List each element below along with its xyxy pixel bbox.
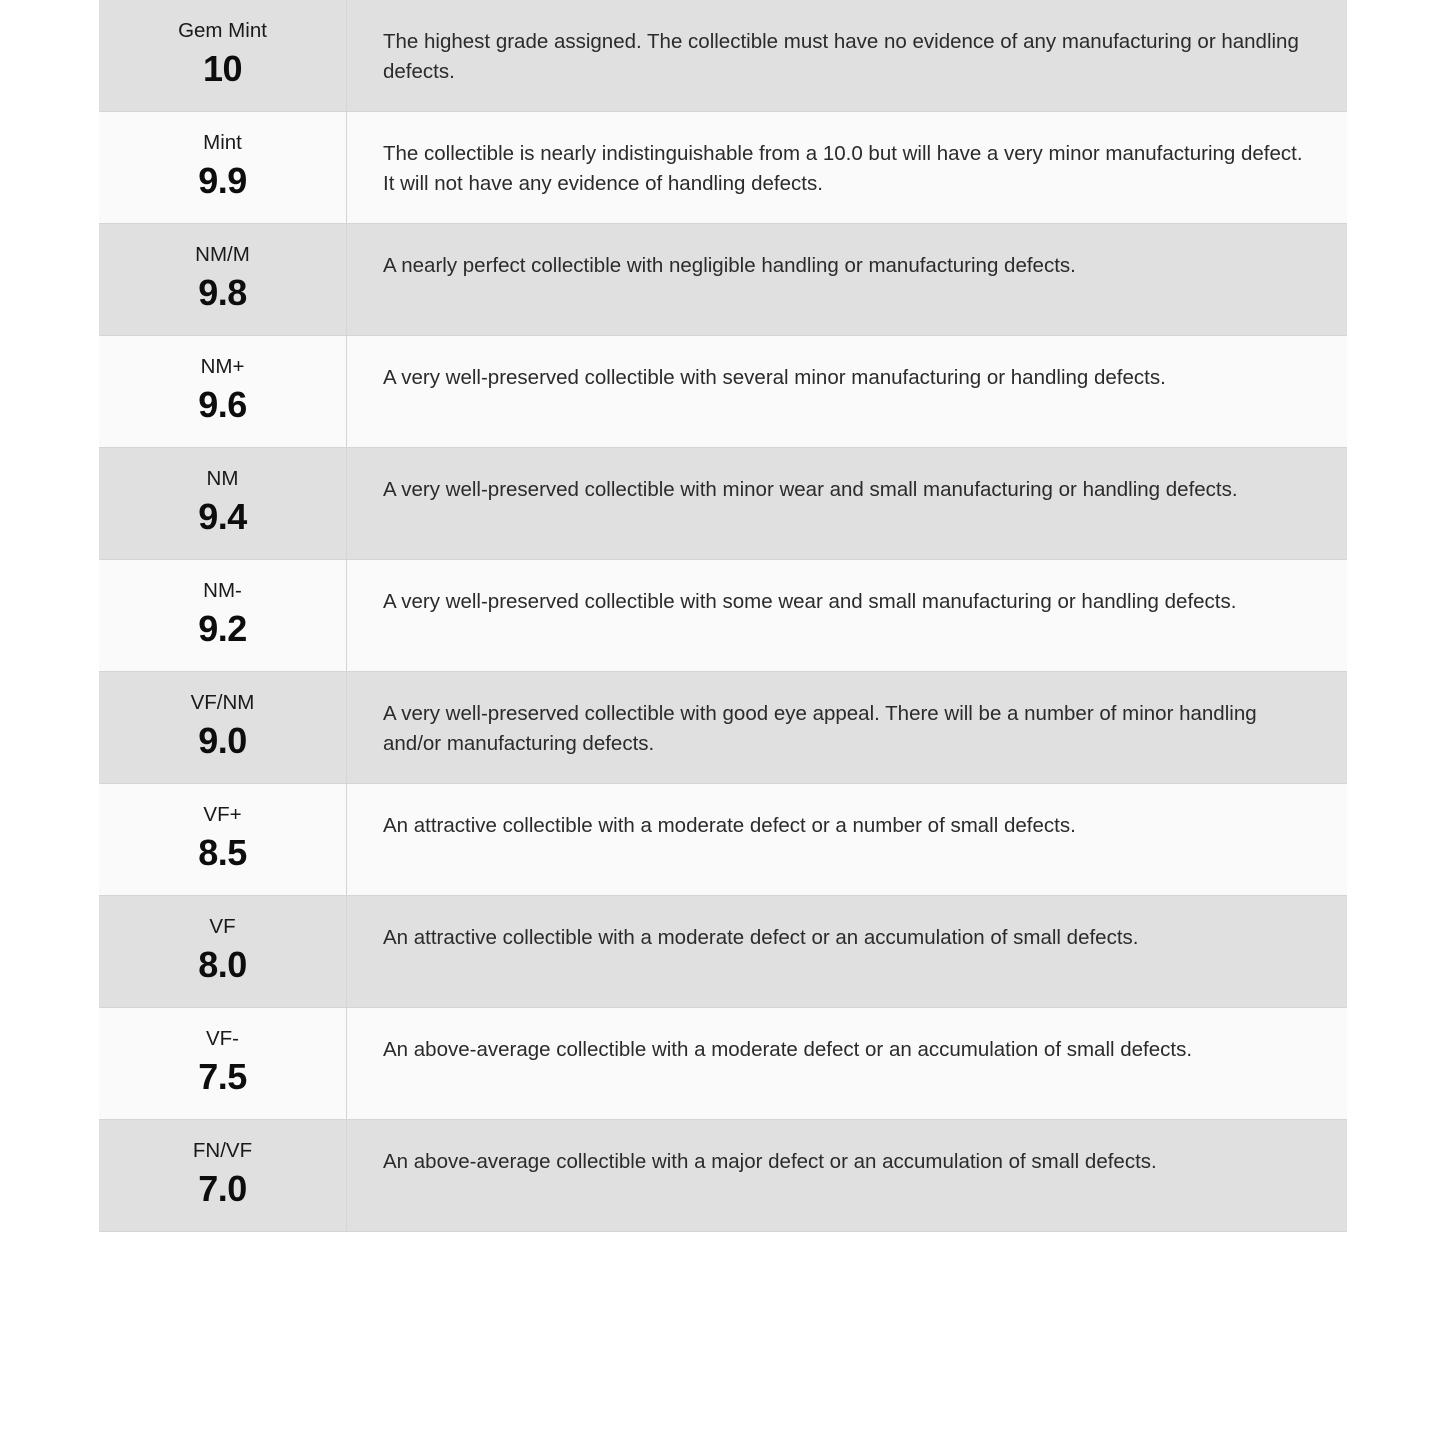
grade-label: FN/VF	[192, 1139, 253, 1163]
description-cell	[347, 672, 1348, 784]
grade-value: 9.0	[198, 719, 247, 761]
table-row	[99, 448, 1347, 560]
table-row	[99, 1120, 1347, 1232]
description-cell	[347, 896, 1348, 1008]
grading-scale-table	[99, 0, 1347, 1232]
grade-cell	[99, 560, 347, 672]
description-text: A very well-preserved collectible with some wear and small manufacturing or handling defects.	[383, 590, 1237, 614]
table-row	[99, 112, 1347, 224]
grade-label: NM+	[200, 355, 245, 379]
grade-label: VF/NM	[190, 691, 255, 715]
grade-value: 7.5	[198, 1055, 247, 1097]
grade-value: 9.9	[198, 159, 247, 201]
grade-label: VF+	[203, 803, 242, 827]
grade-label: Gem Mint	[178, 19, 267, 42]
table-row	[99, 784, 1347, 896]
table-row	[99, 0, 1347, 112]
description-cell	[347, 0, 1348, 112]
grade-value: 9.4	[198, 495, 247, 537]
grade-value: 9.8	[198, 271, 247, 313]
grade-label: NM	[206, 467, 239, 491]
grade-value: 9.2	[198, 607, 247, 649]
grade-value: 8.5	[198, 831, 247, 873]
description-cell	[347, 336, 1348, 448]
description-text: An attractive collectible with a moderate defect or a number of small defects.	[383, 814, 1076, 838]
description-text: A very well-preserved collectible with minor wear and small manufacturing or handling defects.	[383, 478, 1238, 502]
grade-value: 9.6	[198, 383, 247, 425]
description-text: An attractive collectible with a moderate defect or an accumulation of small defects.	[383, 926, 1139, 950]
description-text: An above-average collectible with a moderate defect or an accumulation of small defects.	[383, 1038, 1193, 1062]
description-text: A very well-preserved collectible with several minor manufacturing or handling defects.	[383, 366, 1166, 390]
table-body	[99, 0, 1347, 1232]
description-cell	[347, 784, 1348, 896]
description-cell	[347, 112, 1348, 224]
grade-cell	[99, 448, 347, 560]
grade-cell	[99, 1008, 347, 1120]
table-row	[99, 560, 1347, 672]
grade-cell	[99, 784, 347, 896]
description-text: A nearly perfect collectible with negligible handling or manufacturing defects.	[383, 254, 1076, 278]
table-row	[99, 224, 1347, 336]
table-row	[99, 1008, 1347, 1120]
grade-label: Mint	[203, 131, 242, 155]
grade-cell	[99, 112, 347, 224]
description-cell	[347, 560, 1348, 672]
grade-value: 8.0	[198, 943, 247, 985]
description-cell	[347, 1008, 1348, 1120]
grade-label: NM/M	[195, 243, 250, 267]
grade-value: 7.0	[198, 1167, 247, 1209]
grade-cell	[99, 224, 347, 336]
grade-cell	[99, 672, 347, 784]
grade-label: VF-	[205, 1027, 240, 1051]
table-row	[99, 896, 1347, 1008]
description-text: A very well-preserved collectible with good eye appeal. There will be a number of minor handling and/or manufacturing defects.	[383, 702, 1257, 756]
description-cell	[347, 448, 1348, 560]
table-row	[99, 672, 1347, 784]
table-row	[99, 336, 1347, 448]
grade-value: 10	[202, 47, 243, 89]
grade-cell	[99, 896, 347, 1008]
description-text: An above-average collectible with a major defect or an accumulation of small defects.	[383, 1150, 1157, 1174]
grade-cell	[99, 1120, 347, 1232]
description-text: The collectible is nearly indistinguishable from a 10.0 but will have a very minor manufacturing defect. It will not have any evidence of handling defects.	[383, 142, 1303, 196]
grade-label: VF	[209, 915, 236, 939]
description-cell	[347, 224, 1348, 336]
description-cell	[347, 1120, 1348, 1232]
description-text: The highest grade assigned. The collectible must have no evidence of any manufacturing or handling defects.	[383, 30, 1299, 84]
grade-label: NM-	[203, 579, 242, 603]
grade-cell	[99, 0, 347, 112]
grade-cell	[99, 336, 347, 448]
